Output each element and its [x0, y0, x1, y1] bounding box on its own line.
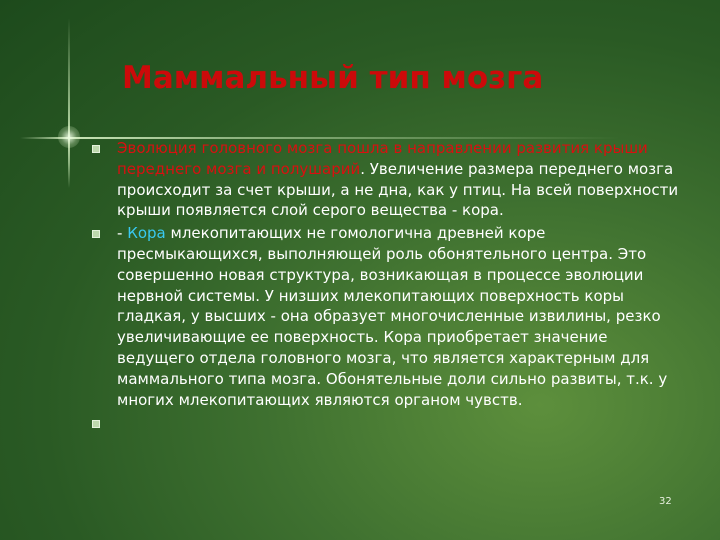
bullet-1-text: . Увеличение размера переднего мозга происходит за счет крыши, а не дна, как у птиц. На всей поверхности крыши появляется слой серого вещества - кора.	[117, 159, 679, 220]
square-bullet-icon	[92, 230, 100, 238]
decorative-vertical-line	[68, 18, 70, 188]
bullet-list	[90, 138, 680, 433]
bullet-text-2	[117, 223, 680, 410]
decorative-glow	[58, 126, 80, 148]
square-bullet-icon	[92, 420, 100, 428]
bullet-item-3-empty	[90, 413, 680, 433]
slide-title: Маммальный тип мозга	[122, 60, 544, 96]
bullet-1-red-text: Эволюция головного мозга пошла в направлении развития крыши переднего мозга и полушарий	[117, 139, 648, 178]
square-bullet-icon	[92, 145, 100, 153]
bullet-2-highlight: Кора	[127, 224, 166, 243]
bullet-text-1	[117, 138, 680, 221]
bullet-item-1	[90, 138, 680, 221]
bullet-2-prefix: -	[117, 224, 128, 243]
page-number: 32	[659, 496, 672, 507]
bullet-item-2	[90, 223, 680, 410]
bullet-2-text: млекопитающих не гомологична древней коре пресмыкающихся, выполняющей роль обонятельного центра. Это совершенно новая структура, возникающая в процессе эволюции нервной системы. У низших млекопитающих поверхность коры гладкая, у высших - она образует многочисленные извилины, резко увеличивающие ее поверхность. Кора приобретает значение ведущего отдела головного мозга, что является характерным для маммального типа мозга. Обонятельные доли сильно развиты, т.к. у многих млекопитающих являются органом чувств.	[117, 224, 668, 409]
